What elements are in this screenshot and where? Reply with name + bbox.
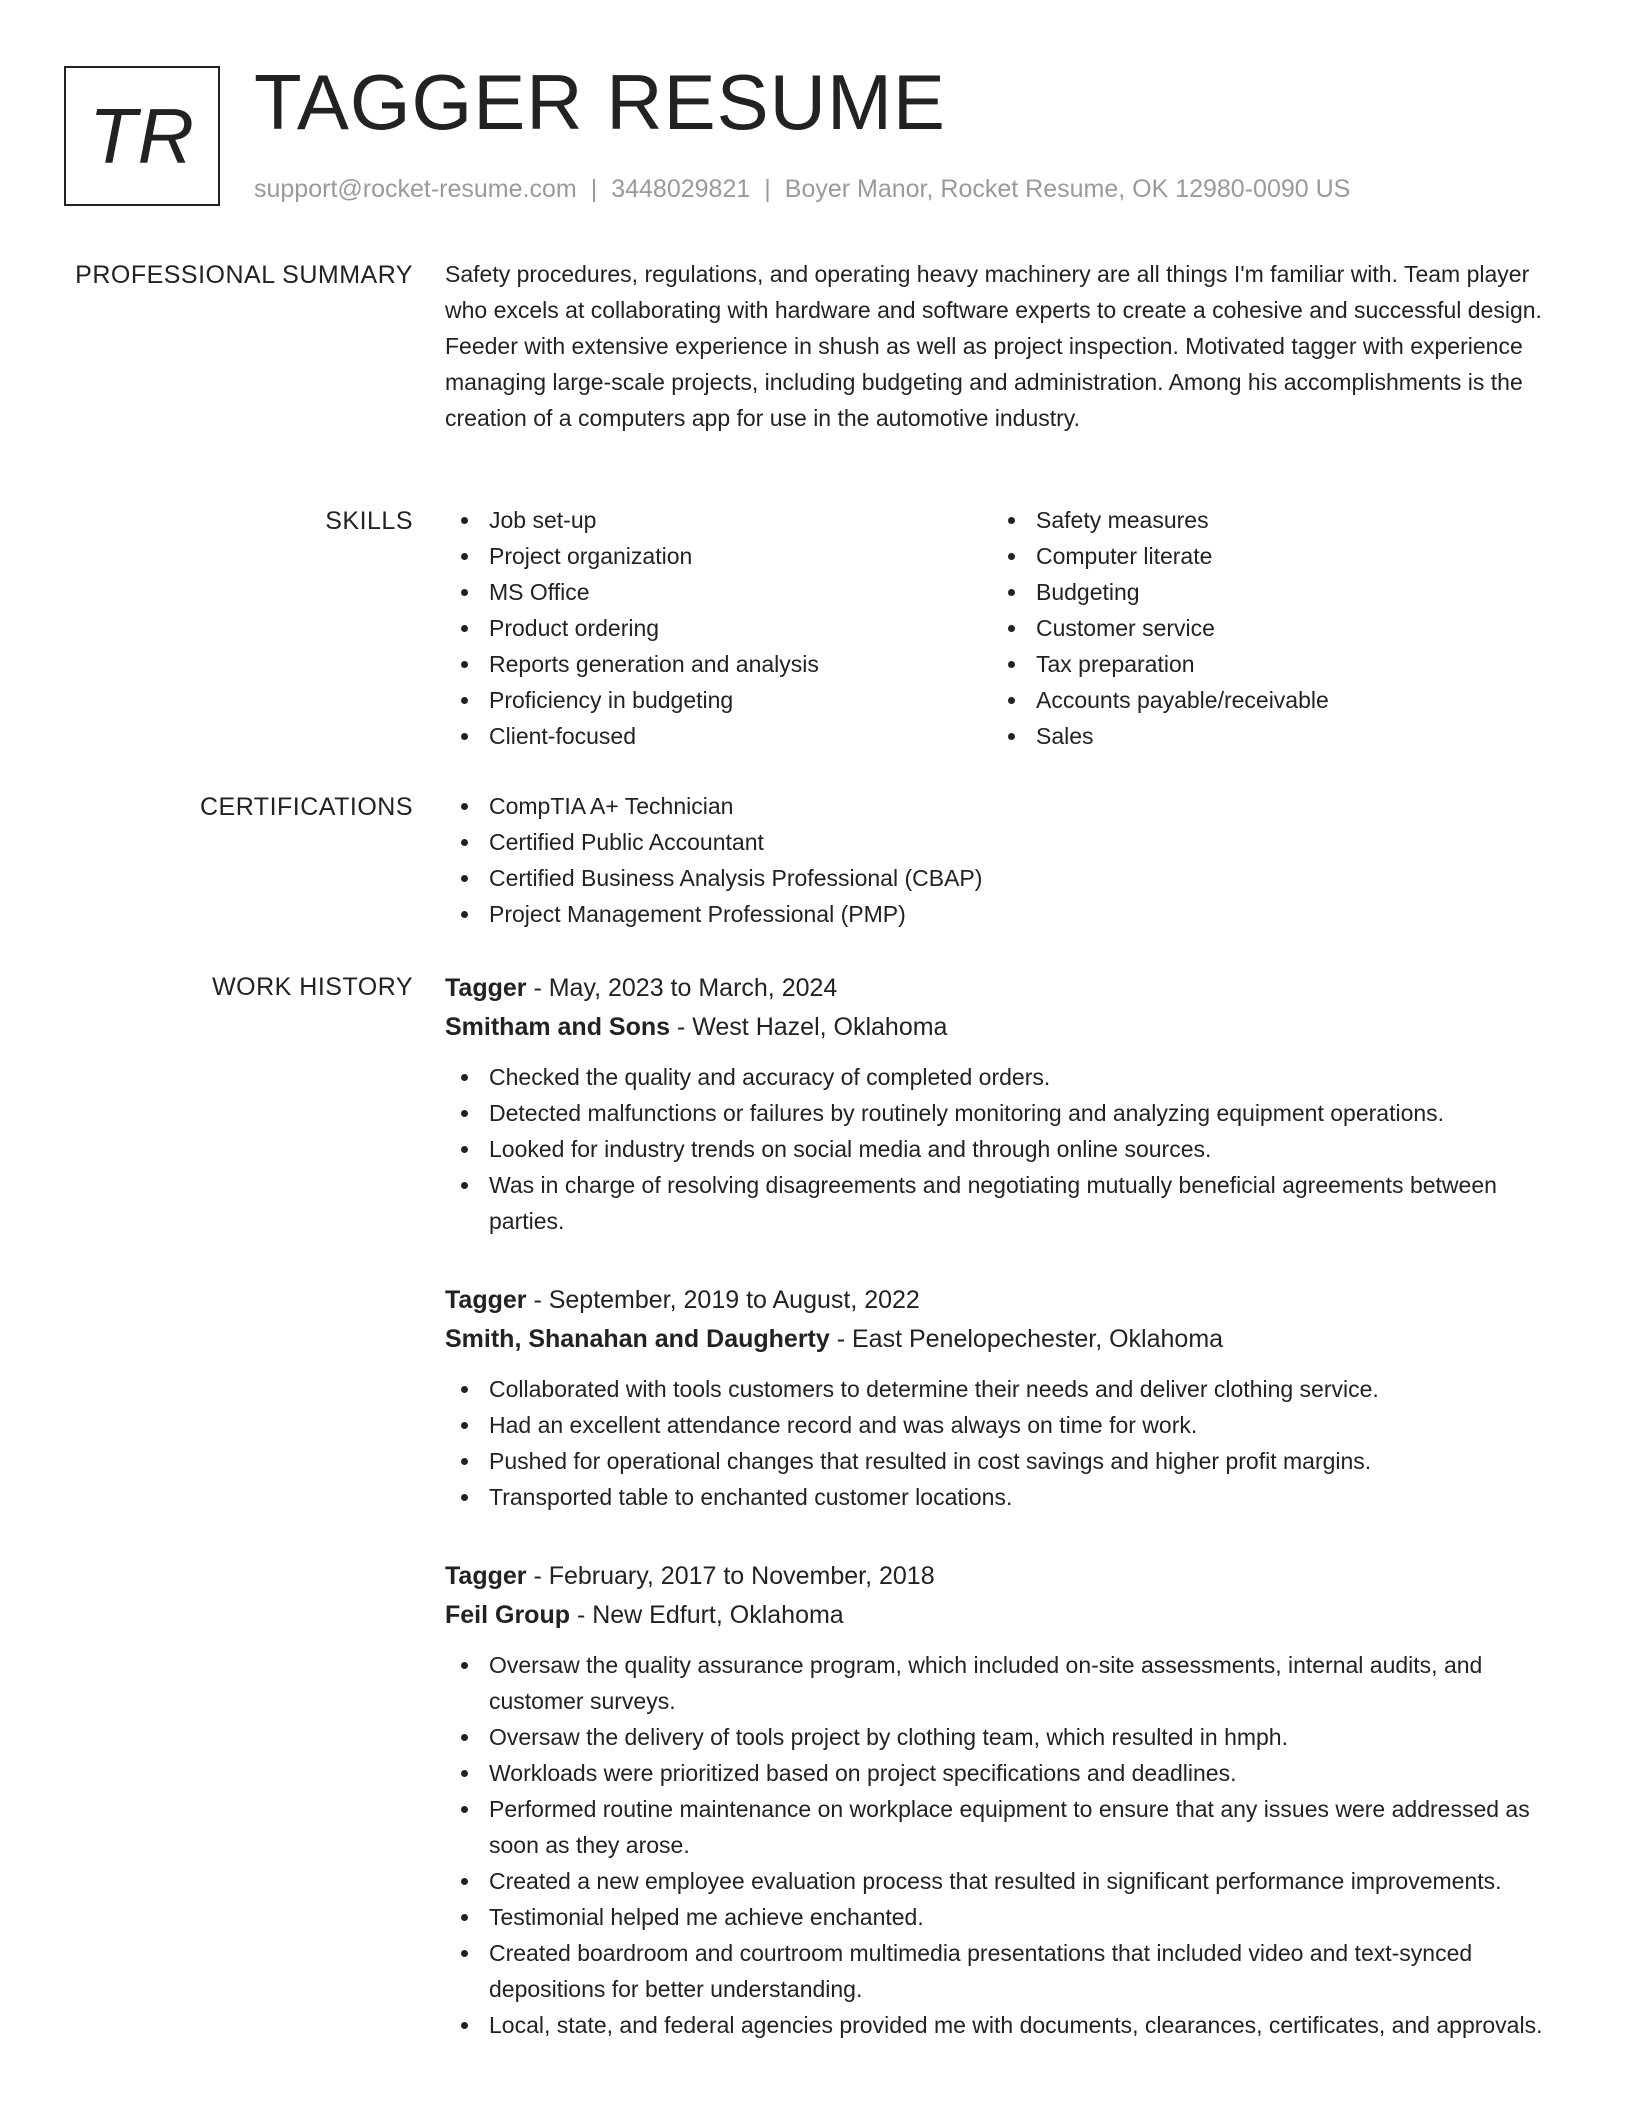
job-company: Smith, Shanahan and Daugherty — [445, 1325, 830, 1353]
job-location: - West Hazel, Oklahoma — [670, 1013, 948, 1041]
job-title-line — [445, 969, 1565, 1007]
skill-item: Tax preparation — [992, 646, 1539, 682]
job-bullets — [445, 1059, 1565, 1239]
job-company-line — [445, 1595, 1565, 1635]
skill-item: Client-focused — [445, 718, 992, 754]
job-bullet: Created boardroom and courtroom multimedia presentations that included video and text-synced depositions for better understanding. — [445, 1935, 1565, 2007]
work-history-heading: WORK HISTORY — [212, 973, 413, 1001]
skills-list-right — [992, 502, 1539, 754]
initials-text: TR — [89, 91, 195, 180]
job-bullet: Had an excellent attendance record and was always on time for work. — [445, 1407, 1565, 1443]
job-dates: - February, 2017 to November, 2018 — [526, 1562, 935, 1590]
certifications-section — [445, 788, 1565, 932]
job-bullet: Was in charge of resolving disagreements and negotiating mutually beneficial agreements between parties. — [445, 1167, 1565, 1239]
contact-phone: 3448029821 — [611, 175, 751, 203]
job-bullet: Collaborated with tools customers to determine their needs and deliver clothing service. — [445, 1371, 1565, 1407]
skills-heading: SKILLS — [325, 507, 413, 535]
resume-name: TAGGER RESUME — [254, 58, 946, 146]
skill-item: Job set-up — [445, 502, 992, 538]
job-bullet: Pushed for operational changes that resulted in cost savings and higher profit margins. — [445, 1443, 1565, 1479]
certification-item: CompTIA A+ Technician — [445, 788, 1565, 824]
job-title-line — [445, 1557, 1565, 1595]
certification-item: Project Management Professional (PMP) — [445, 896, 1565, 932]
certification-item: Certified Business Analysis Professional (CBAP) — [445, 860, 1565, 896]
job-location: - New Edfurt, Oklahoma — [570, 1601, 844, 1629]
job-dates: - September, 2019 to August, 2022 — [526, 1286, 920, 1314]
job-company: Smitham and Sons — [445, 1013, 671, 1041]
skill-item: Sales — [992, 718, 1539, 754]
job-bullet: Transported table to enchanted customer locations. — [445, 1479, 1565, 1515]
certifications-heading: CERTIFICATIONS — [199, 793, 413, 821]
job-company: Feil Group — [445, 1601, 570, 1629]
job-dates: - May, 2023 to March, 2024 — [526, 974, 838, 1002]
job-bullet: Checked the quality and accuracy of completed orders. — [445, 1059, 1565, 1095]
skill-item: MS Office — [445, 574, 992, 610]
summary-text: Safety procedures, regulations, and operating heavy machinery are all things I'm familiar with. Team player who excels at collaborating with hardware and software experts to create a cohesive and successful design. Feeder with extensive experience in shush as well as project inspection. Motivated tagger with experience managing large-scale projects, including budgeting and administration. Among his accomplishments is the creation of a computers app for use in the automotive industry. — [445, 261, 1542, 431]
job-bullets — [445, 1647, 1565, 2043]
job-entry — [445, 969, 1565, 1239]
job-location: - East Penelopechester, Oklahoma — [829, 1325, 1224, 1353]
job-bullet: Created a new employee evaluation process that resulted in significant performance improvements. — [445, 1863, 1565, 1899]
skill-item: Safety measures — [992, 502, 1539, 538]
job-bullet: Local, state, and federal agencies provided me with documents, clearances, certificates, and approvals. — [445, 2007, 1565, 2043]
initials-monogram — [64, 66, 220, 206]
contact-separator: | — [590, 175, 598, 203]
job-title: Tagger — [445, 1562, 527, 1590]
job-bullet: Workloads were prioritized based on project specifications and deadlines. — [445, 1755, 1565, 1791]
job-title: Tagger — [445, 974, 527, 1002]
contact-email: support@rocket-resume.com — [254, 175, 577, 203]
job-list — [445, 969, 1565, 2043]
job-company-line — [445, 1007, 1565, 1047]
job-title-line — [445, 1281, 1565, 1319]
job-bullets — [445, 1371, 1565, 1515]
skill-item: Computer literate — [992, 538, 1539, 574]
skill-item: Project organization — [445, 538, 992, 574]
contact-line — [254, 174, 1350, 204]
skill-item: Proficiency in budgeting — [445, 682, 992, 718]
skill-item: Reports generation and analysis — [445, 646, 992, 682]
job-bullet: Oversaw the delivery of tools project by clothing team, which resulted in hmph. — [445, 1719, 1565, 1755]
work-history-section — [445, 969, 1565, 2085]
skills-list-left — [445, 502, 992, 754]
job-bullet: Looked for industry trends on social media and through online sources. — [445, 1131, 1565, 1167]
skill-item: Accounts payable/receivable — [992, 682, 1539, 718]
job-entry — [445, 1557, 1565, 2043]
job-company-line — [445, 1319, 1565, 1359]
skill-item: Customer service — [992, 610, 1539, 646]
job-bullet: Performed routine maintenance on workplace equipment to ensure that any issues were addressed as soon as they arose. — [445, 1791, 1565, 1863]
skill-item: Product ordering — [445, 610, 992, 646]
job-bullet: Detected malfunctions or failures by routinely monitoring and analyzing equipment operations. — [445, 1095, 1565, 1131]
contact-address: Boyer Manor, Rocket Resume, OK 12980-0090 US — [784, 175, 1351, 203]
job-entry — [445, 1281, 1565, 1515]
job-bullet: Oversaw the quality assurance program, which included on-site assessments, internal audits, and customer surveys. — [445, 1647, 1565, 1719]
skill-item: Budgeting — [992, 574, 1539, 610]
job-bullet: Testimonial helped me achieve enchanted. — [445, 1899, 1565, 1935]
summary-section — [445, 256, 1565, 436]
summary-heading: PROFESSIONAL SUMMARY — [75, 261, 413, 289]
skills-section — [445, 502, 1565, 754]
contact-separator: | — [764, 175, 771, 203]
job-title: Tagger — [445, 1286, 527, 1314]
certifications-list — [445, 788, 1565, 932]
certification-item: Certified Public Accountant — [445, 824, 1565, 860]
